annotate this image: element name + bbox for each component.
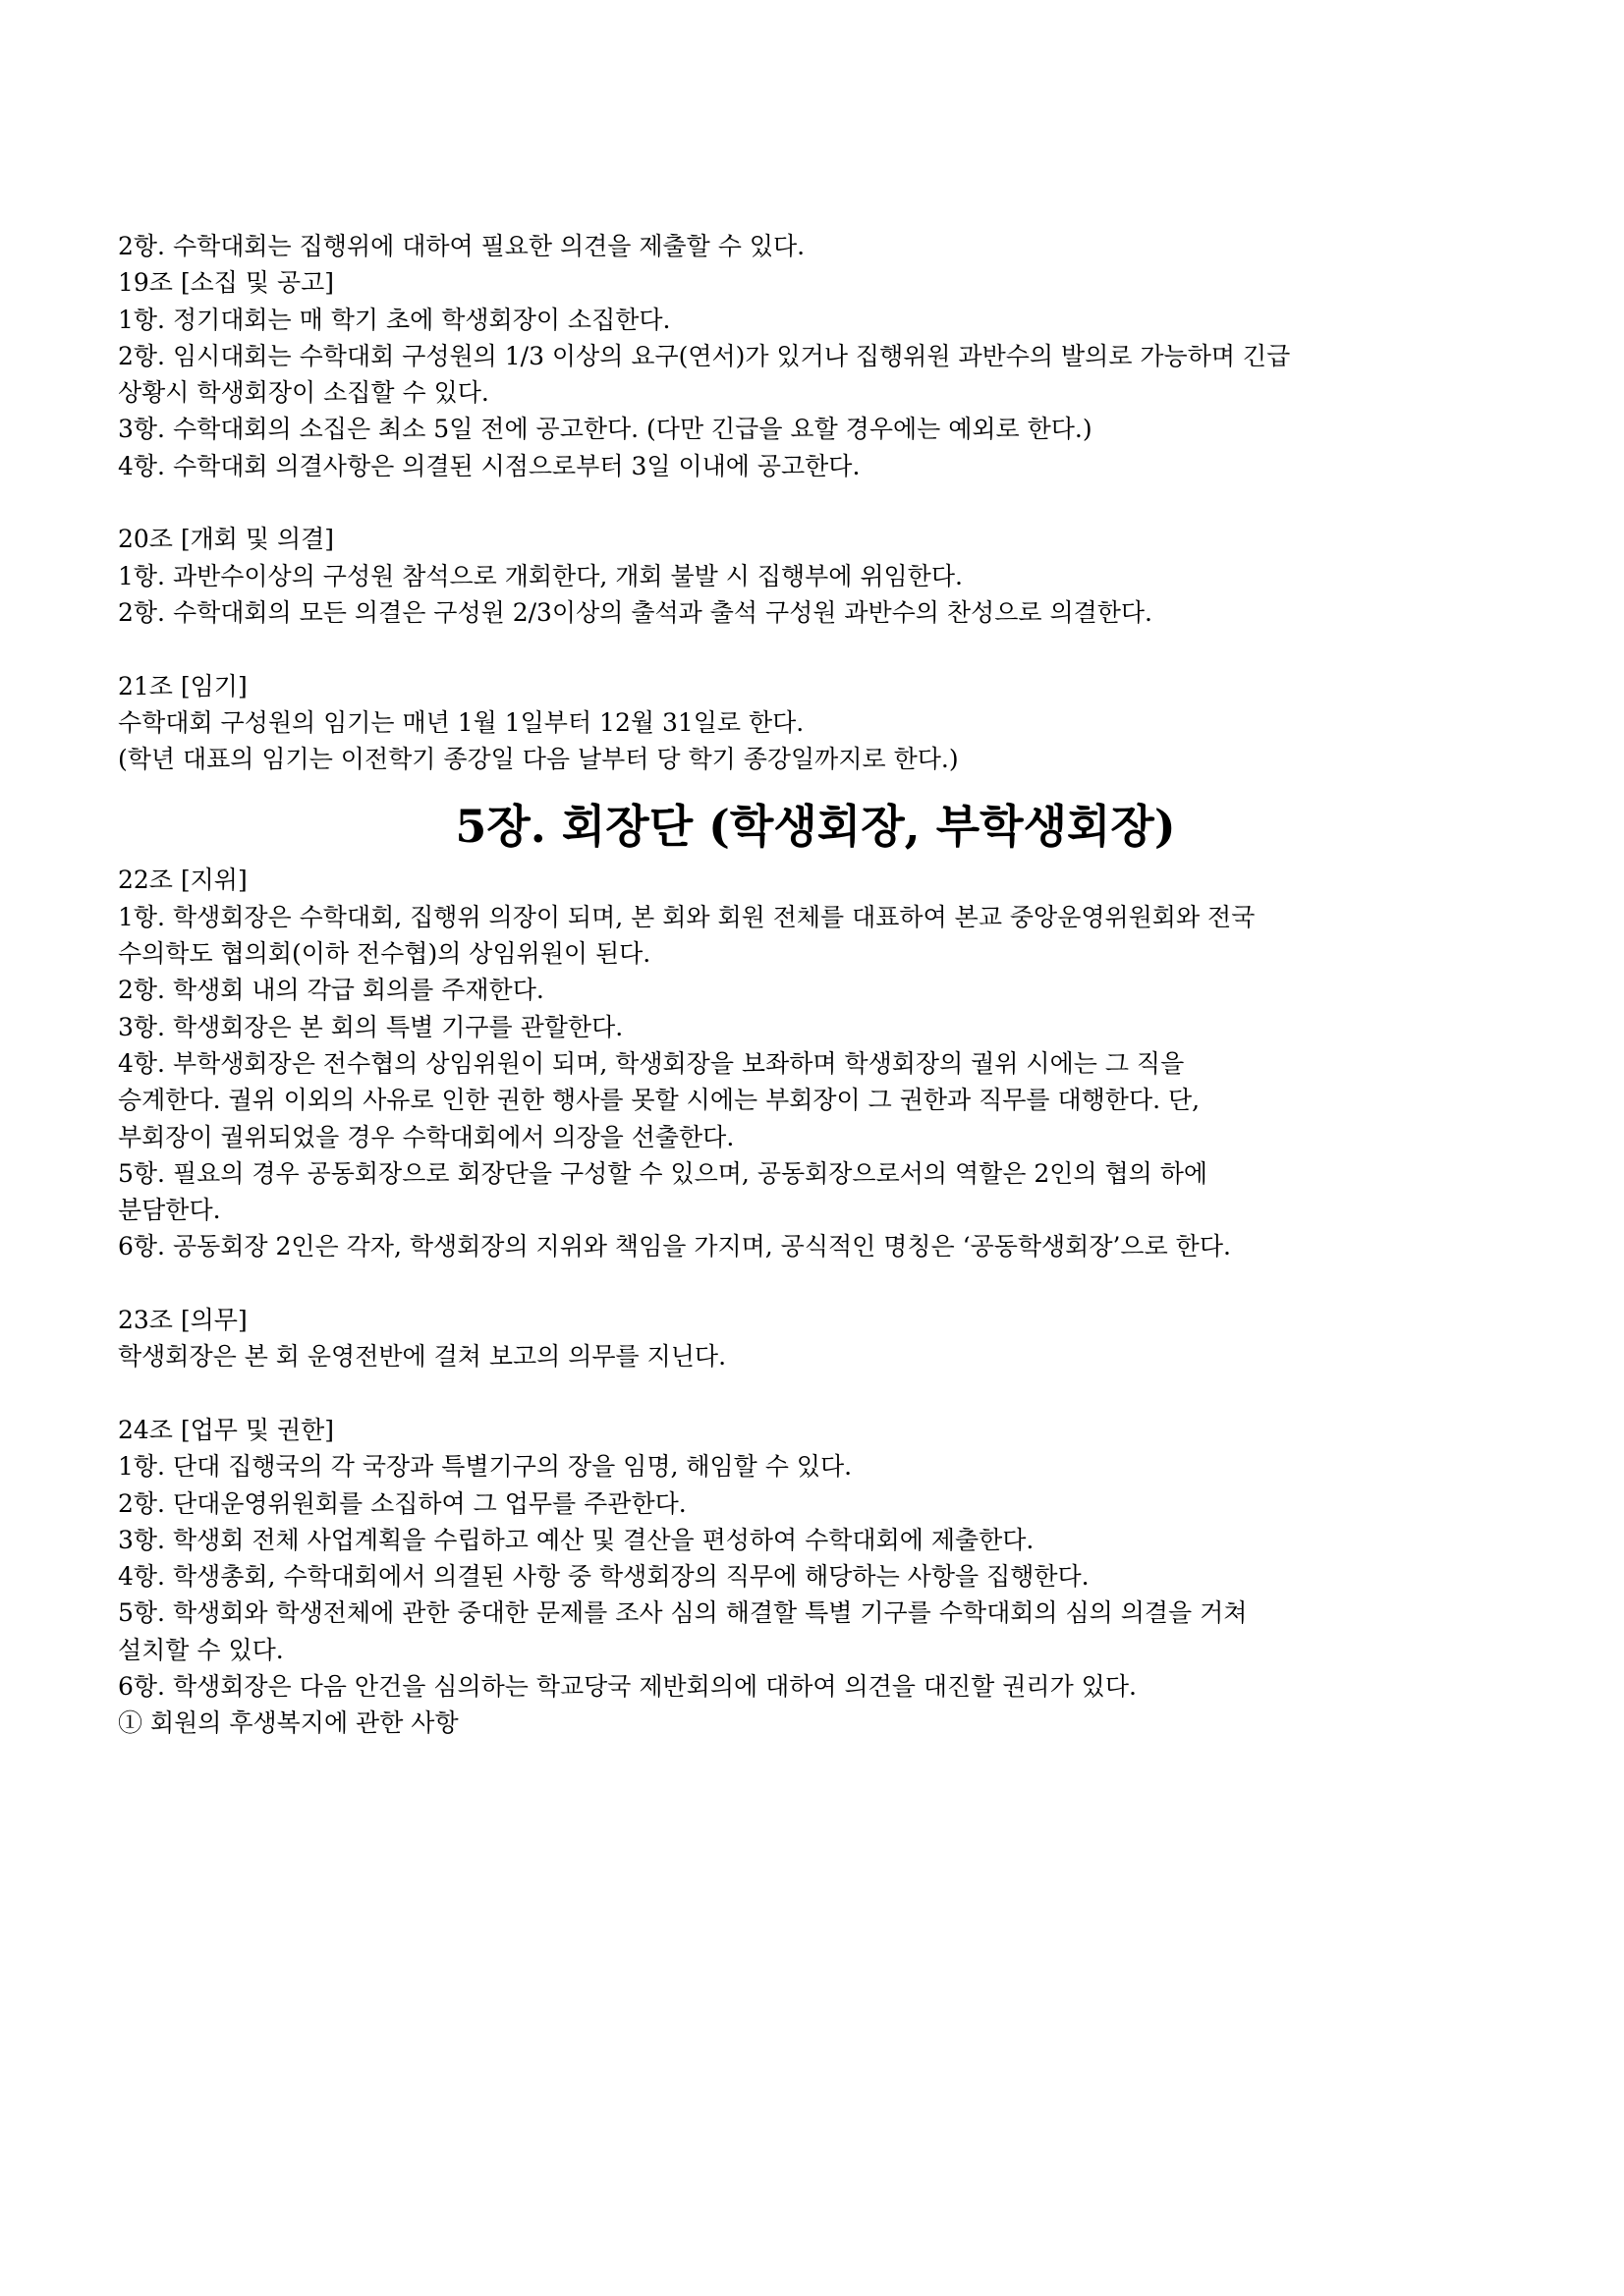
text-line: 1항. 단대 집행국의 각 국장과 특별기구의 장을 임명, 해임할 수 있다. — [118, 1452, 853, 1482]
paragraph-gap — [118, 484, 1513, 521]
text-line: 분담한다. — [118, 1196, 221, 1225]
text-line: 19조 [소집 및 공고] — [118, 268, 335, 298]
text-line: 승계한다. 궐위 이외의 사유로 인한 권한 행사를 못할 시에는 부회장이 그 권한과 직무를 대행한다. 단, — [118, 1086, 1201, 1115]
text-line: 2항. 수학대회의 모든 의결은 구성원 2/3이상의 출석과 출석 구성원 과반수의 찬성으로 의결한다. — [118, 597, 1153, 627]
text-line: 4항. 부학생회장은 전수협의 상임위원이 되며, 학생회장을 보좌하며 학생회장의 궐위 시에는 그 직을 — [118, 1048, 1185, 1078]
paragraph-gap — [118, 631, 1513, 667]
text-line: 4항. 학생총회, 수학대회에서 의결된 사항 중 학생회장의 직무에 해당하는 사항을 집행한다. — [118, 1562, 1090, 1592]
text-line: 4항. 수학대회 의결사항은 의결된 시점으로부터 3일 이내에 공고한다. — [118, 451, 861, 480]
chapter-heading: 5장. 회장단 (학생회장, 부학생회장) — [455, 800, 1176, 854]
text-line: 설치할 수 있다. — [118, 1635, 284, 1664]
text-line: 23조 [의무] — [118, 1306, 248, 1335]
text-line: 20조 [개회 및 의결] — [118, 525, 335, 554]
text-line: 1항. 학생회장은 수학대회, 집행위 의장이 되며, 본 회와 회원 전체를 대표하여 본교 중앙운영위원회와 전국 — [118, 902, 1256, 931]
text-line: 1항. 정기대회는 매 학기 초에 학생회장이 소집한다. — [118, 305, 671, 334]
text-line: 부회장이 궐위되었을 경우 수학대회에서 의장을 선출한다. — [118, 1122, 735, 1151]
paragraph-gap — [118, 1265, 1513, 1302]
text-line: 학생회장은 본 회 운영전반에 걸쳐 보고의 의무를 지닌다. — [118, 1342, 727, 1372]
text-line: 수의학도 협의회(이하 전수협)의 상임위원이 된다. — [118, 939, 651, 969]
text-line: 2항. 학생회 내의 각급 회의를 주재한다. — [118, 976, 544, 1005]
text-line: 5항. 필요의 경우 공동회장으로 회장단을 구성할 수 있으며, 공동회장으로서의 역할은 2인의 협의 하에 — [118, 1158, 1208, 1188]
text-line: 3항. 학생회 전체 사업계획을 수립하고 예산 및 결산을 편성하여 수학대회에 제출한다. — [118, 1525, 1035, 1554]
document-body — [118, 228, 1513, 1742]
text-line: 2항. 임시대회는 수학대회 구성원의 1/3 이상의 요구(연서)가 있거나 집행위원 과반수의 발의로 가능하며 긴급 — [118, 341, 1291, 370]
text-line: 5항. 학생회와 학생전체에 관한 중대한 문제를 조사 심의 해결할 특별 기구를 수학대회의 심의 의결을 거쳐 — [118, 1598, 1248, 1628]
text-line: 2항. 단대운영위원회를 소집하여 그 업무를 주관한다. — [118, 1488, 687, 1518]
text-line: 2항. 수학대회는 집행위에 대하여 필요한 의견을 제출할 수 있다. — [118, 232, 806, 260]
text-line: 수학대회 구성원의 임기는 매년 1월 1일부터 12월 31일로 한다. — [118, 707, 805, 737]
text-line: 3항. 수학대회의 소집은 최소 5일 전에 공고한다. (다만 긴급을 요할 경우에는 예외로 한다.) — [118, 415, 1092, 444]
text-line: 1항. 과반수이상의 구성원 참석으로 개회한다, 개회 불발 시 집행부에 위임한다. — [118, 561, 963, 590]
paragraph-gap — [118, 1375, 1513, 1412]
text-line: 6항. 학생회장은 다음 안건을 심의하는 학교당국 제반회의에 대하여 의견을 대진할 권리가 있다. — [118, 1671, 1137, 1701]
text-line: 상황시 학생회장이 소집할 수 있다. — [118, 378, 489, 408]
text-line: 6항. 공동회장 2인은 각자, 학생회장의 지위와 책임을 가지며, 공식적인 명칭은 ‘공동학생회장’으로 한다. — [118, 1232, 1231, 1261]
text-line: 3항. 학생회장은 본 회의 특별 기구를 관할한다. — [118, 1012, 624, 1041]
text-line: 24조 [업무 및 권한] — [118, 1415, 335, 1444]
text-line: (학년 대표의 임기는 이전학기 종강일 다음 날부터 당 학기 종강일까지로 한다.) — [118, 745, 959, 774]
text-line: 21조 [임기] — [118, 671, 248, 700]
text-line: ① 회원의 후생복지에 관한 사항 — [118, 1708, 459, 1738]
text-line: 22조 [지위] — [118, 866, 248, 895]
